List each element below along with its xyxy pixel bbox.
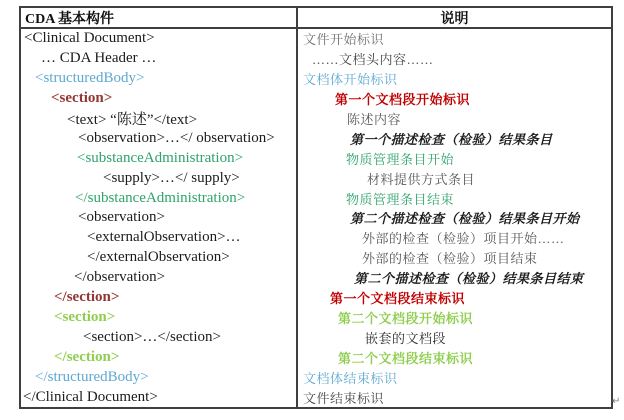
- description-cell: 第二个文档段结束标识: [338, 350, 474, 366]
- table-row: [21, 288, 611, 308]
- table-row: [21, 188, 611, 208]
- tag-cell: <text> “陈述”</text>: [21, 109, 298, 129]
- table-row: [21, 308, 611, 328]
- table-row: [21, 49, 611, 69]
- description-cell: 文档体开始标识: [303, 72, 398, 88]
- tag-cell: </section>: [21, 288, 298, 308]
- table-row: [21, 228, 611, 248]
- tag-cell: <section>: [21, 89, 298, 109]
- tag-cell: <section>…</section>: [21, 327, 298, 347]
- description-cell: 第一个描述检查（检验）结果条目: [350, 131, 553, 147]
- table-row: [21, 168, 611, 188]
- tag-cell: <Clinical Document>: [21, 29, 298, 49]
- tag-cell: </structuredBody>: [21, 367, 298, 387]
- tag-cell: <observation>: [21, 208, 298, 228]
- tag-cell: </externalObservation>: [21, 248, 298, 268]
- table-row: [21, 109, 611, 129]
- tag-cell: <structuredBody>: [21, 69, 298, 89]
- table-row: [21, 387, 611, 407]
- table-header: [21, 8, 611, 29]
- table-row: [21, 128, 611, 148]
- description-cell: 嵌套的文档段: [365, 330, 447, 346]
- description-cell: 外部的检查（检验）项目开始……: [362, 231, 565, 247]
- table-row: [21, 148, 611, 168]
- table-body: [21, 29, 611, 407]
- table-row: [21, 89, 611, 109]
- header-col-description: 说明: [440, 11, 469, 27]
- description-cell: 文件结束标识: [303, 390, 385, 406]
- tag-cell: <substanceAdministration>: [21, 148, 298, 168]
- table-row: [21, 208, 611, 228]
- tag-cell: </observation>: [21, 268, 298, 288]
- tag-cell: </section>: [21, 347, 298, 367]
- description-cell: 外部的检查（检验）项目结束: [362, 251, 538, 267]
- description-cell: 物质管理条目结束: [346, 191, 455, 207]
- description-cell: 文档体结束标识: [303, 370, 398, 386]
- table-row: [21, 29, 611, 49]
- description-cell: 材料提供方式条目: [367, 171, 476, 187]
- line-break-mark: ↵: [612, 396, 621, 407]
- table-row: [21, 268, 611, 288]
- table-row: [21, 367, 611, 387]
- table-row: [21, 69, 611, 89]
- table-row: [21, 347, 611, 367]
- tag-cell: … CDA Header …: [21, 49, 298, 69]
- tag-cell: </substanceAdministration>: [21, 188, 298, 208]
- description-cell: 第一个文档段结束标识: [330, 291, 466, 307]
- table-row: [21, 327, 611, 347]
- description-cell: 第二个描述检查（检验）结果条目结束: [354, 271, 584, 287]
- description-cell: 第二个描述检查（检验）结果条目开始: [350, 211, 580, 227]
- tag-cell: <observation>…</ observation>: [21, 128, 298, 148]
- header-col-components: CDA 基本构件: [21, 8, 298, 27]
- table-row: [21, 248, 611, 268]
- description-cell: ……文档头内容……: [312, 52, 434, 68]
- description-cell: 第一个文档段开始标识: [335, 92, 471, 108]
- description-cell: 文件开始标识: [303, 32, 385, 48]
- tag-cell: </Clinical Document>: [21, 387, 298, 407]
- cda-structure-table: [19, 6, 613, 409]
- description-cell: 第二个文档段开始标识: [338, 310, 474, 326]
- description-cell: 陈述内容: [347, 112, 402, 128]
- tag-cell: <supply>…</ supply>: [21, 168, 298, 188]
- description-cell: 物质管理条目开始: [346, 151, 455, 167]
- tag-cell: <externalObservation>…: [21, 228, 298, 248]
- tag-cell: <section>: [21, 308, 298, 328]
